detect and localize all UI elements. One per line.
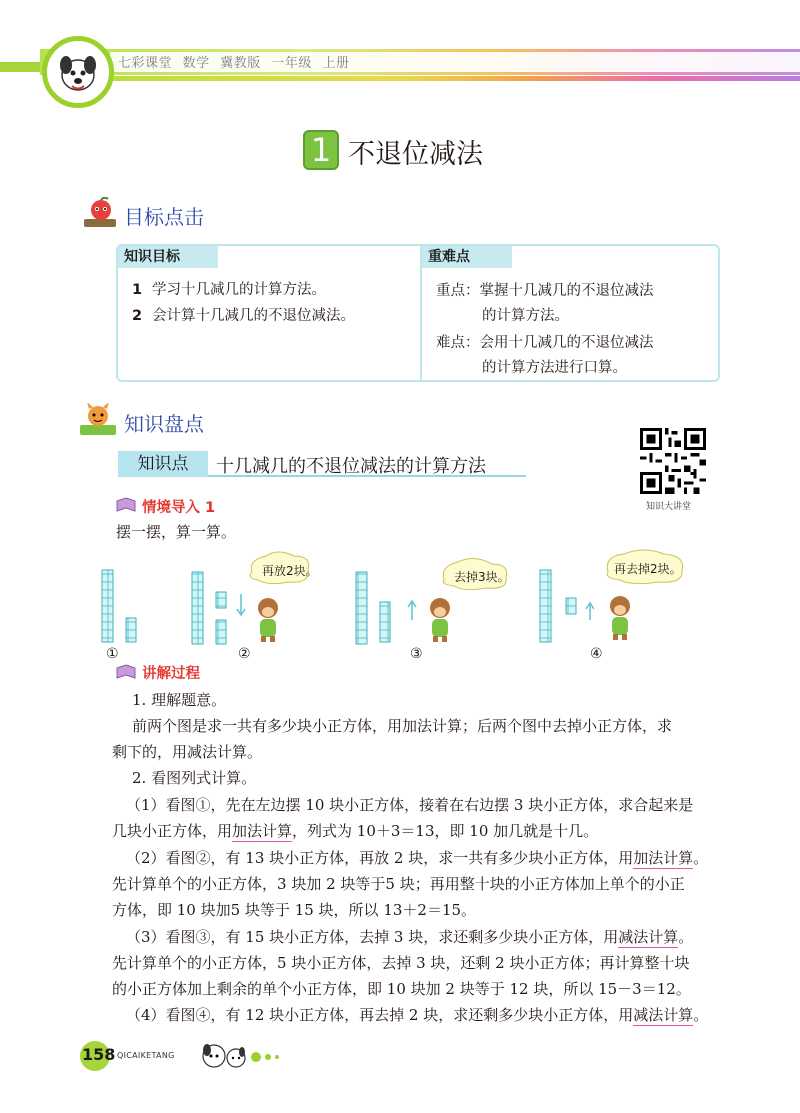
explain-heading: 讲解过程 [142, 666, 200, 682]
page-number: 158 [82, 1045, 116, 1064]
footer-brand: QICAIKETANG [117, 1051, 175, 1060]
running-title: 七彩课堂 数学 冀教版 一年级 上册 [118, 56, 350, 71]
explain-line: 几块小正方体，用加法计算，列式为 10＋3＝13，即 10 加几就是十几。 [112, 822, 599, 840]
figure-label: ① [106, 646, 119, 662]
difficult-point-line: 难点：会用十几减几的不退位减法 [436, 335, 654, 351]
explain-line: （3）看图③，有 15 块小正方体，去掉 3 块，求还剩多少块小正方体，用减法计算。 [126, 928, 694, 946]
keyword-subtraction: 减法计算 [633, 1006, 694, 1024]
knowledge-goal-item: 2 会计算十几减几的不退位减法。 [132, 308, 355, 324]
knowledge-point-title: 十几减几的不退位减法的计算方法 [216, 456, 486, 477]
bubble-text: 再放2块。 [262, 564, 318, 578]
apple-mascot-icon [82, 197, 118, 229]
situation-text: 摆一摆，算一算。 [116, 523, 237, 541]
lesson-number-badge: 1 [303, 130, 339, 170]
bubble-text: 再去掉2块。 [614, 562, 682, 576]
explain-line: 的小正方体加上剩余的单个小正方体，即 10 块加 2 块等于 12 块，所以 15－3＝12。 [112, 980, 691, 998]
footer-mascots-icon [198, 1040, 288, 1074]
figure-label: ② [238, 646, 251, 662]
explain-line: （4）看图④，有 12 块小正方体，再去掉 2 块，求还剩多少块小正方体，用减法计算。 [126, 1006, 709, 1024]
explain-line: 1. 理解题意。 [132, 691, 227, 709]
fox-mascot-icon [78, 403, 118, 437]
knowledge-point-badge: 知识点 [118, 451, 208, 477]
qr-code-icon[interactable] [640, 428, 706, 494]
cube-figure [98, 542, 718, 666]
explain-line: （1）看图①，先在左边摆 10 块小正方体，接着在右边摆 3 块小正方体，求合起来是 [126, 796, 694, 814]
explain-line: 先计算单个的小正方体，3 块加 2 块等于5 块；再用整十块的小正方体加上单个的小正 [112, 875, 685, 893]
explain-line: 2. 看图列式计算。 [132, 769, 257, 787]
header-rainbow-line [75, 76, 800, 81]
keyword-addition: 加法计算 [633, 849, 694, 867]
key-point-line: 重点：掌握十几减几的不退位减法 [436, 283, 654, 299]
mascot-logo [42, 36, 114, 108]
figure-label: ④ [590, 646, 603, 662]
keyword-addition: 加法计算 [232, 822, 293, 840]
explain-line: 前两个图是求一共有多少块小正方体，用加法计算；后两个图中去掉小正方体，求 [132, 717, 673, 735]
explain-line: 先计算单个的小正方体，5 块小正方体，去掉 3 块，还剩 2 块小正方体；再计算整十块 [112, 954, 690, 972]
monkey-illustration [258, 598, 278, 642]
key-point-line: 的计算方法。 [482, 308, 569, 324]
situation-heading: 情境导入 1 [142, 500, 216, 516]
book-icon [116, 497, 136, 513]
key-difficult-header: 重难点 [422, 246, 512, 268]
section-heading-goals: 目标点击 [124, 205, 204, 229]
qr-caption: 知识大讲堂 [646, 502, 692, 512]
keyword-subtraction: 减法计算 [618, 928, 679, 946]
section-heading-knowledge: 知识盘点 [124, 412, 204, 436]
book-icon [116, 664, 136, 680]
knowledge-goals-header: 知识目标 [118, 246, 218, 268]
lesson-title: 不退位减法 [348, 139, 483, 170]
explain-line: （2）看图②，有 13 块小正方体，再放 2 块，求一共有多少块小正方体，用加法计算。 [126, 849, 709, 867]
explain-line: 剩下的，用减法计算。 [112, 743, 263, 761]
knowledge-goal-item: 1 学习十几减几的计算方法。 [132, 282, 326, 298]
figure-label: ③ [410, 646, 423, 662]
difficult-point-line: 的计算方法进行口算。 [482, 360, 627, 376]
bubble-text: 去掉3块。 [454, 570, 510, 584]
explain-line: 方体，即 10 块加5 块等于 15 块，所以 13＋2＝15。 [112, 901, 477, 919]
